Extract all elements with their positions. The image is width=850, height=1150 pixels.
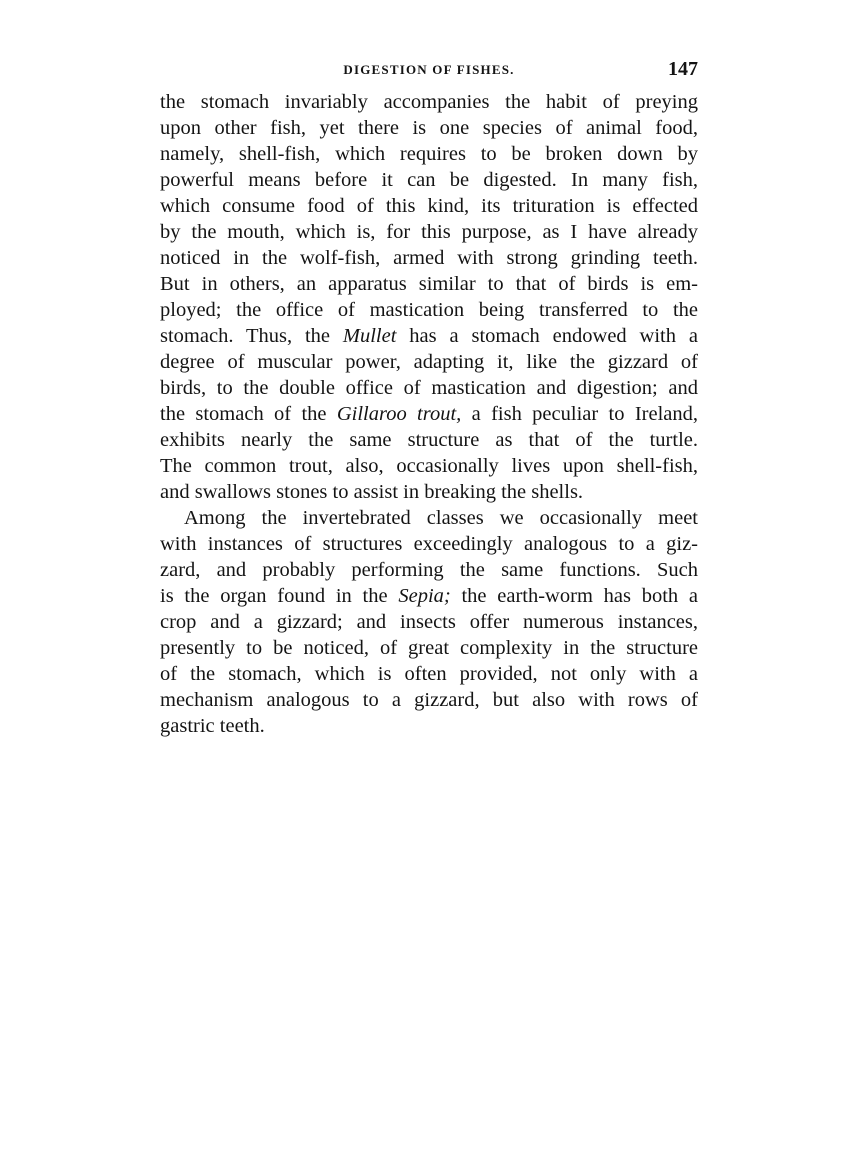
text-line: namely, shell-fish, which requires to be broken down by — [160, 143, 698, 165]
text-line: zard, and probably performing the same functions. Such — [160, 559, 698, 581]
paragraph-1 — [160, 89, 698, 505]
text-line: But in others, an apparatus similar to that of birds is em- — [160, 273, 698, 295]
text-line: crop and a gizzard; and insects offer numerous instances, — [160, 611, 698, 633]
text-line: the stomach of the Gillaroo trout, a fish peculiar to Ireland, — [160, 403, 698, 425]
italic-term: Mullet — [342, 325, 397, 347]
text-line: The common trout, also, occasionally lives upon shell-fish, — [160, 455, 698, 477]
text-line: presently to be noticed, of great complexity in the structure — [160, 637, 698, 659]
text-line: and swallows stones to assist in breaking the shells. — [160, 481, 584, 503]
text-line: birds, to the double office of mastication and digestion; and — [160, 377, 698, 399]
text-line: powerful means before it can be digested. In many fish, — [160, 169, 698, 191]
text-line: Among the invertebrated classes we occasionally meet — [184, 507, 698, 529]
running-title: DIGESTION OF FISHES. — [343, 62, 515, 77]
paragraph-2 — [160, 505, 698, 739]
text-line: mechanism analogous to a gizzard, but also with rows of — [160, 689, 698, 711]
text-line: exhibits nearly the same structure as that of the turtle. — [160, 429, 698, 451]
text-line: gastric teeth. — [160, 715, 265, 737]
text-line: of the stomach, which is often provided, not only with a — [160, 663, 698, 685]
text-line: upon other fish, yet there is one species of animal food, — [160, 117, 698, 139]
text-line: ployed; the office of mastication being transferred to the — [160, 299, 698, 321]
body-text — [160, 89, 698, 739]
text-line: noticed in the wolf-fish, armed with strong grinding teeth. — [160, 247, 698, 269]
text-line: is the organ found in the Sepia; the earth-worm has both a — [160, 585, 699, 607]
text-line: with instances of structures exceedingly analogous to a giz- — [160, 533, 698, 555]
running-header — [160, 58, 698, 84]
italic-term: Sepia; — [398, 585, 451, 607]
text-line: degree of muscular power, adapting it, like the gizzard of — [160, 351, 698, 373]
page-number: 147 — [668, 58, 698, 80]
text-line: which consume food of this kind, its trituration is effected — [160, 195, 698, 217]
text-line: the stomach invariably accompanies the habit of preying — [160, 91, 698, 113]
italic-term: Gillaroo trout, — [336, 403, 462, 425]
text-line: by the mouth, which is, for this purpose, as I have already — [160, 221, 698, 243]
text-line: stomach. Thus, the Mullet has a stomach endowed with a — [160, 325, 698, 347]
